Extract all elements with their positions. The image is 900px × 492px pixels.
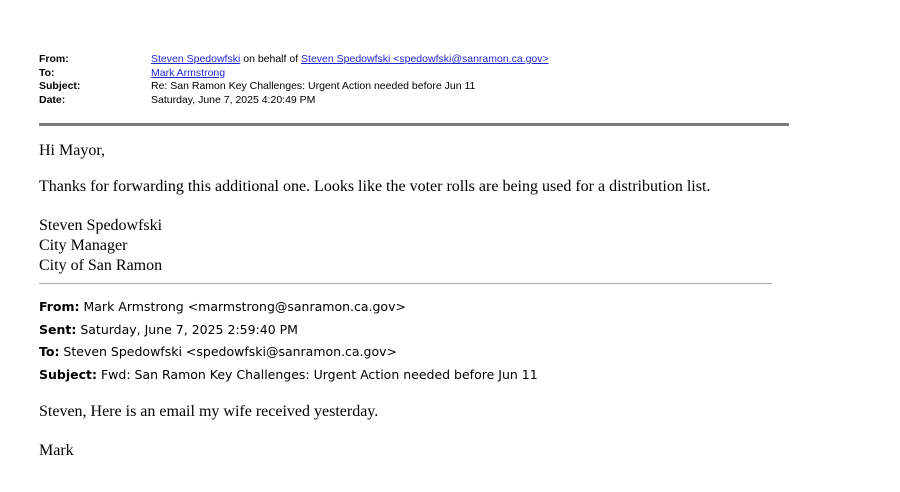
fwd-sent-value: Saturday, June 7, 2025 2:59:40 PM [76, 321, 298, 337]
signature-org: City of San Ramon [39, 257, 163, 274]
signature-name: Steven Spedowfski [39, 217, 163, 234]
header-date-row [39, 94, 799, 108]
header-subject-row [39, 80, 799, 94]
fwd-from-row [39, 296, 538, 319]
email-header [39, 53, 799, 107]
fwd-subject-row [39, 364, 538, 387]
forwarded-signoff: Mark [39, 442, 74, 459]
fwd-sent-row [39, 319, 538, 342]
header-divider [39, 123, 789, 126]
fwd-to-label: To: [39, 344, 60, 359]
signature-title: City Manager [39, 237, 128, 254]
forward-divider [39, 283, 772, 284]
to-label: To: [39, 66, 55, 79]
from-label: From: [39, 53, 69, 65]
forwarded-body: Steven, Here is an email my wife received yesterday. [39, 403, 379, 420]
forwarded-header [39, 296, 538, 386]
on-behalf-text: on behalf of [240, 53, 302, 65]
fwd-subject-label: Subject: [39, 366, 97, 382]
date-value: Saturday, June 7, 2025 4:20:49 PM [151, 93, 316, 106]
fwd-to-value: Steven Spedowfski <spedowfski@sanramon.ca.gov> [59, 344, 398, 359]
reply-body: Thanks for forwarding this additional one. Looks like the voter rolls are being used for a distribution list. [39, 178, 711, 195]
subject-value: Re: San Ramon Key Challenges: Urgent Action needed before Jun 11 [151, 80, 476, 92]
from-address-link[interactable]: Steven Spedowfski <spedowfski@sanramon.ca.gov> [301, 53, 549, 65]
reply-greeting: Hi Mayor, [39, 142, 106, 159]
to-link[interactable]: Mark Armstrong [151, 66, 226, 79]
subject-label: Subject: [39, 80, 81, 92]
date-label: Date: [39, 93, 66, 106]
fwd-subject-value: Fwd: San Ramon Key Challenges: Urgent Action needed before Jun 11 [97, 366, 538, 382]
fwd-from-label: From: [39, 299, 80, 314]
fwd-to-row [39, 341, 538, 364]
header-to-row [39, 67, 799, 81]
from-value [151, 53, 799, 67]
header-from-row [39, 53, 799, 67]
fwd-from-value: Mark Armstrong <marmstrong@sanramon.ca.gov> [79, 299, 406, 314]
from-name-link[interactable]: Steven Spedowfski [151, 53, 241, 65]
to-value [151, 67, 799, 81]
fwd-sent-label: Sent: [39, 321, 77, 337]
